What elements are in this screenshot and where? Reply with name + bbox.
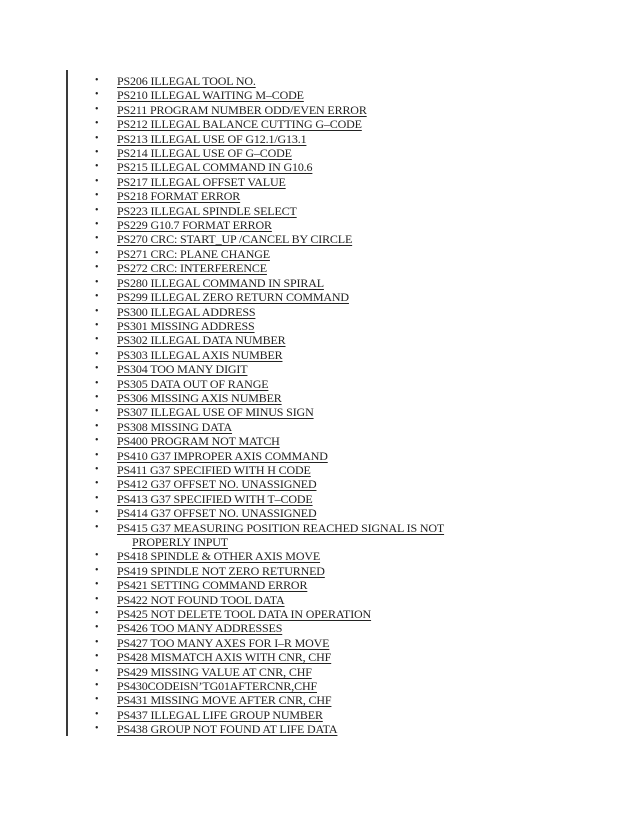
bullet-icon: • <box>95 175 99 187</box>
list-item <box>93 160 533 174</box>
alarm-link[interactable]: PS400 PROGRAM NOT MATCH <box>117 434 280 449</box>
list-item <box>93 261 533 275</box>
list-item <box>93 290 533 304</box>
list-item <box>93 276 533 290</box>
list-item <box>93 607 533 621</box>
list-item <box>93 564 533 578</box>
bullet-icon: • <box>95 521 99 533</box>
alarm-link[interactable]: PS218 FORMAT ERROR <box>117 189 241 204</box>
bullet-icon: • <box>95 219 99 231</box>
bullet-icon: • <box>95 463 99 475</box>
list-item <box>93 362 533 376</box>
alarm-link[interactable]: PS425 NOT DELETE TOOL DATA IN OPERATION <box>117 607 372 622</box>
bullet-icon: • <box>95 564 99 576</box>
alarm-link[interactable]: PS426 TOO MANY ADDRESSES <box>117 621 283 636</box>
list-item <box>93 218 533 232</box>
list-item <box>93 434 533 448</box>
list-item <box>93 463 533 477</box>
alarm-link[interactable]: PS304 TOO MANY DIGIT <box>117 362 248 377</box>
list-item <box>93 132 533 146</box>
list-item <box>93 74 533 88</box>
alarm-link[interactable]: PS411 G37 SPECIFIED WITH H CODE <box>117 462 311 477</box>
list-item <box>93 650 533 664</box>
alarm-link[interactable]: PS415 G37 MEASURING POSITION REACHED SIGNAL IS NOT <box>117 520 445 535</box>
alarm-link[interactable]: PS422 NOT FOUND TOOL DATA <box>117 592 285 607</box>
alarm-link[interactable]: PS412 G37 OFFSET NO. UNASSIGNED <box>117 477 317 492</box>
bullet-icon: • <box>95 723 99 735</box>
list-item <box>93 204 533 218</box>
alarm-link[interactable]: PS280 ILLEGAL COMMAND IN SPIRAL <box>117 275 324 290</box>
bullet-icon: • <box>95 190 99 202</box>
list-item <box>93 319 533 333</box>
alarm-link[interactable]: PS214 ILLEGAL USE OF G–CODE <box>117 146 292 161</box>
alarm-link[interactable]: PS301 MISSING ADDRESS <box>117 318 255 333</box>
alarm-link[interactable]: PS437 ILLEGAL LIFE GROUP NUMBER <box>117 707 323 722</box>
bullet-icon: • <box>95 391 99 403</box>
alarm-link[interactable]: PS212 ILLEGAL BALANCE CUTTING G–CODE <box>117 117 362 132</box>
bullet-icon: • <box>95 348 99 360</box>
bullet-icon: • <box>95 75 99 86</box>
list-item <box>93 449 533 463</box>
bullet-icon: • <box>95 593 99 605</box>
list-item <box>93 549 533 563</box>
alarm-link[interactable]: PS211 PROGRAM NUMBER ODD/EVEN ERROR <box>117 102 367 117</box>
bullet-icon: • <box>95 420 99 432</box>
list-item <box>93 175 533 189</box>
list-item <box>93 189 533 203</box>
bullet-icon: • <box>95 262 99 274</box>
alarm-link[interactable]: PS206 ILLEGAL TOOL NO. <box>117 74 256 88</box>
alarm-link[interactable]: PS430CODEISN’TG01AFTERCNR,CHF <box>117 679 318 694</box>
list-item <box>93 405 533 419</box>
alarm-link[interactable]: PS427 TOO MANY AXES FOR I–R MOVE <box>117 635 330 650</box>
alarm-link-continuation[interactable]: PROPERLY INPUT <box>132 535 228 549</box>
bullet-icon: • <box>95 636 99 648</box>
list-item <box>93 391 533 405</box>
list-item <box>93 679 533 693</box>
bullet-icon: • <box>95 550 99 562</box>
list-item <box>93 247 533 261</box>
bullet-icon: • <box>95 132 99 144</box>
alarm-link[interactable]: PS270 CRC: START_UP /CANCEL BY CIRCLE <box>117 232 353 247</box>
alarm-link[interactable]: PS215 ILLEGAL COMMAND IN G10.6 <box>117 160 313 175</box>
bullet-icon: • <box>95 377 99 389</box>
bullet-icon: • <box>95 680 99 692</box>
list-item <box>93 636 533 650</box>
list-item <box>93 477 533 491</box>
list-item <box>93 578 533 592</box>
bullet-icon: • <box>95 622 99 634</box>
alarm-link[interactable]: PS410 G37 IMPROPER AXIS COMMAND <box>117 448 328 463</box>
bullet-icon: • <box>95 147 99 159</box>
list-item <box>93 232 533 246</box>
list-item <box>93 88 533 102</box>
list-item <box>93 521 533 550</box>
bullet-icon: • <box>95 665 99 677</box>
list-item <box>93 693 533 707</box>
list-item <box>93 348 533 362</box>
alarm-code-list <box>93 74 533 737</box>
bullet-icon: • <box>95 608 99 620</box>
alarm-link[interactable]: PS413 G37 SPECIFIED WITH T–CODE <box>117 491 313 506</box>
alarm-link[interactable]: PS418 SPINDLE & OTHER AXIS MOVE <box>117 549 321 564</box>
bullet-icon: • <box>95 103 99 115</box>
alarm-link[interactable]: PS419 SPINDLE NOT ZERO RETURNED <box>117 563 325 578</box>
list-item <box>93 492 533 506</box>
list-item <box>93 305 533 319</box>
alarm-link[interactable]: PS300 ILLEGAL ADDRESS <box>117 304 256 319</box>
list-item <box>93 621 533 635</box>
bullet-icon: • <box>95 492 99 504</box>
alarm-link[interactable]: PS299 ILLEGAL ZERO RETURN COMMAND <box>117 290 349 305</box>
alarm-link[interactable]: PS431 MISSING MOVE AFTER CNR, CHF <box>117 693 332 708</box>
list-item <box>93 708 533 722</box>
alarm-link[interactable]: PS213 ILLEGAL USE OF G12.1/G13.1 <box>117 131 307 146</box>
alarm-link[interactable]: PS305 DATA OUT OF RANGE <box>117 376 269 391</box>
alarm-link[interactable]: PS307 ILLEGAL USE OF MINUS SIGN <box>117 405 314 420</box>
list-item <box>93 420 533 434</box>
bullet-icon: • <box>95 305 99 317</box>
bullet-icon: • <box>95 89 99 101</box>
list-item <box>93 377 533 391</box>
list-item <box>93 722 533 736</box>
bullet-icon: • <box>95 694 99 706</box>
list-item <box>93 103 533 117</box>
alarm-link[interactable]: PS223 ILLEGAL SPINDLE SELECT <box>117 203 297 218</box>
alarm-link[interactable]: PS438 GROUP NOT FOUND AT LIFE DATA <box>117 722 338 737</box>
bullet-icon: • <box>95 579 99 591</box>
margin-change-bar <box>66 70 68 736</box>
bullet-icon: • <box>95 478 99 490</box>
alarm-link[interactable]: PS421 SETTING COMMAND ERROR <box>117 578 308 593</box>
alarm-link[interactable]: PS271 CRC: PLANE CHANGE <box>117 246 270 261</box>
bullet-icon: • <box>95 507 99 519</box>
bullet-icon: • <box>95 406 99 418</box>
alarm-link[interactable]: PS428 MISMATCH AXIS WITH CNR, CHF <box>117 650 332 665</box>
list-item <box>93 333 533 347</box>
alarm-link[interactable]: PS272 CRC: INTERFERENCE <box>117 261 267 276</box>
alarm-link[interactable]: PS303 ILLEGAL AXIS NUMBER <box>117 347 283 362</box>
alarm-link[interactable]: PS217 ILLEGAL OFFSET VALUE <box>117 174 286 189</box>
bullet-icon: • <box>95 708 99 720</box>
bullet-icon: • <box>95 247 99 259</box>
alarm-link[interactable]: PS229 G10.7 FORMAT ERROR <box>117 218 272 233</box>
bullet-icon: • <box>95 651 99 663</box>
alarm-link[interactable]: PS302 ILLEGAL DATA NUMBER <box>117 333 286 348</box>
bullet-icon: • <box>95 204 99 216</box>
bullet-icon: • <box>95 449 99 461</box>
bullet-icon: • <box>95 118 99 130</box>
list-item <box>93 593 533 607</box>
bullet-icon: • <box>95 161 99 173</box>
bullet-icon: • <box>95 291 99 303</box>
alarm-link[interactable]: PS308 MISSING DATA <box>117 419 233 434</box>
alarm-link[interactable]: PS210 ILLEGAL WAITING M–CODE <box>117 88 304 103</box>
bullet-icon: • <box>95 319 99 331</box>
bullet-icon: • <box>95 363 99 375</box>
list-item <box>93 146 533 160</box>
bullet-icon: • <box>95 435 99 447</box>
alarm-link[interactable]: PS306 MISSING AXIS NUMBER <box>117 390 282 405</box>
list-item <box>93 506 533 520</box>
bullet-icon: • <box>95 233 99 245</box>
list-item <box>93 665 533 679</box>
list-item <box>93 117 533 131</box>
bullet-icon: • <box>95 334 99 346</box>
bullet-icon: • <box>95 276 99 288</box>
alarm-link[interactable]: PS429 MISSING VALUE AT CNR, CHF <box>117 664 312 679</box>
alarm-link[interactable]: PS414 G37 OFFSET NO. UNASSIGNED <box>117 506 317 521</box>
